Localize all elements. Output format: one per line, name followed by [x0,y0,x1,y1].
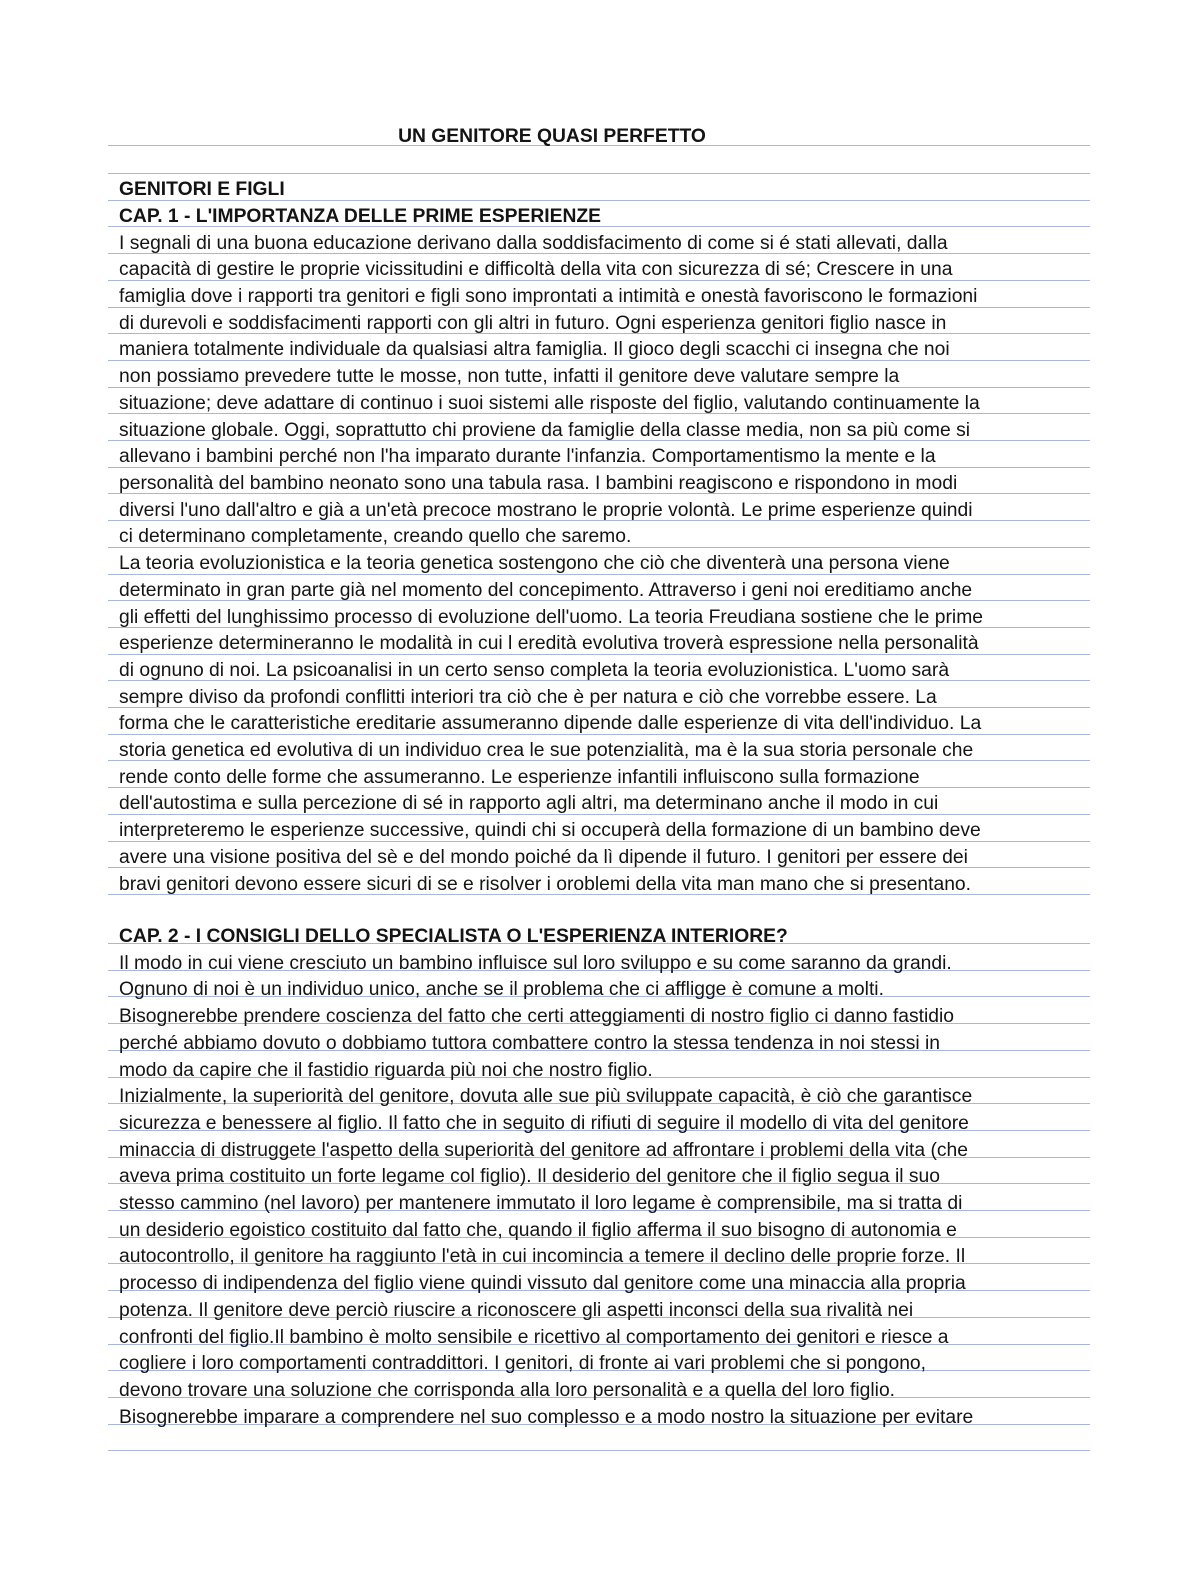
ruled-line [108,173,1090,174]
text-line: storia genetica ed evolutiva di un individuo crea le sue potenzialità, ma è la sua storia personale che [119,740,974,761]
part-heading: GENITORI E FIGLI [119,179,285,200]
text-line: famiglia dove i rapporti tra genitori e figli sono improntati a intimità e onestà favoriscono le formazioni [119,286,978,307]
ruled-line [108,1450,1090,1451]
text-line: situazione globale. Oggi, soprattutto chi proviene da famiglie della classe media, non sa più come si [119,420,971,441]
text-line: esperienze determineranno le modalità in cui l eredità evolutiva troverà espressione nella personalità [119,633,979,654]
text-line: cogliere i loro comportamenti contraddittori. I genitori, di fronte ai vari problemi che si pongono, [119,1353,927,1374]
text-line: diversi l'uno dall'altro e già a un'età precoce mostrano le proprie volontà. Le prime esperienze quindi [119,500,973,521]
text-line: forma che le caratteristiche ereditarie assumeranno dipende dalle esperienze di vita dell'individuo. La [119,713,982,734]
text-line: La teoria evoluzionistica e la teoria genetica sostengono che ciò che diventerà una persona viene [119,553,950,574]
text-line: Il modo in cui viene cresciuto un bambino influisce sul loro sviluppo e su come saranno da grandi. [119,953,952,974]
text-line: avere una visione positiva del sè e del mondo poiché da lì dipende il futuro. I genitori per essere dei [119,847,968,868]
text-line: perché abbiamo dovuto o dobbiamo tuttora combattere contro la stessa tendenza in noi stessi in [119,1033,941,1054]
text-line: modo da capire che il fastidio riguarda più noi che nostro figlio. [119,1060,653,1081]
text-line: minaccia di distruggete l'aspetto della superiorità del genitore ad affrontare i problemi della vita (che [119,1140,968,1161]
text-line: situazione; deve adattare di continuo i suoi sistemi alle risposte del figlio, valutando continuamente la [119,393,980,414]
text-line: sicurezza e benessere al figlio. Il fatto che in seguito di rifiuti di seguire il modello di vita del genitore [119,1113,969,1134]
text-line: rende conto delle forme che assumeranno. Le esperienze infantili influiscono sulla formazione [119,767,920,788]
text-line: devono trovare una soluzione che corrisponda alla loro personalità e a quella del loro figlio. [119,1380,896,1401]
text-line: di durevoli e soddisfacimenti rapporti con gli altri in futuro. Ogni esperienza genitori figlio nasce in [119,313,947,334]
text-line: capacità di gestire le proprie vicissitudini e difficoltà della vita con sicurezza di sé; Crescere in una [119,259,953,280]
text-line: Inizialmente, la superiorità del genitore, dovuta alle sue più sviluppate capacità, è ciò che garantisce [119,1086,973,1107]
text-line: autocontrollo, il genitore ha raggiunto l'età in cui incomincia a temere il declino delle proprie forze. Il [119,1246,966,1267]
text-line: Ognuno di noi è un individuo unico, anche se il problema che ci affligge è comune a molti. [119,979,884,1000]
text-line: sempre diviso da profondi conflitti interiori tra ciò che è per natura e ciò che vorrebbe essere. La [119,687,937,708]
text-line: confronti del figlio.Il bambino è molto sensibile e ricettivo al comportamento dei genitori e riesce a [119,1327,949,1348]
text-line: gli effetti del lunghissimo processo di evoluzione dell'uomo. La teoria Freudiana sostiene che le prime [119,607,983,628]
text-line: dell'autostima e sulla percezione di sé in rapporto agli altri, ma determinano anche il modo in cui [119,793,939,814]
text-line: di ognuno di noi. La psicoanalisi in un certo senso completa la teoria evoluzionistica. L'uomo sarà [119,660,950,681]
text-line: maniera totalmente individuale da qualsiasi altra famiglia. Il gioco degli scacchi ci insegna che noi [119,339,950,360]
text-line: personalità del bambino neonato sono una tabula rasa. I bambini reagiscono e rispondono in modi [119,473,958,494]
text-line: ci determinano completamente, creando quello che saremo. [119,526,632,547]
text-line: determinato in gran parte già nel momento del concepimento. Attraverso i geni noi ereditiamo anche [119,580,973,601]
text-line: aveva prima costituito un forte legame col figlio). Il desiderio del genitore che il figlio segua il suo [119,1166,940,1187]
text-line: un desiderio egoistico costituito dal fatto che, quando il figlio afferma il suo bisogno di autonomia e [119,1220,957,1241]
text-line: stesso cammino (nel lavoro) per mantenere immutato il loro legame è comprensibile, ma si tratta di [119,1193,963,1214]
chapter-heading: CAP. 2 - I CONSIGLI DELLO SPECIALISTA O L'ESPERIENZA INTERIORE? [119,926,788,947]
text-line: potenza. Il genitore deve perciò riuscire a riconoscere gli aspetti inconsci della sua rivalità nei [119,1300,914,1321]
text-line: bravi genitori devono essere sicuri di se e risolver i oroblemi della vita man mano che si presentano. [119,874,972,895]
text-line: Bisognerebbe prendere coscienza del fatto che certi atteggiamenti di nostro figlio ci danno fastidio [119,1006,954,1027]
text-line: interpreteremo le esperienze successive, quindi chi si occuperà della formazione di un bambino deve [119,820,981,841]
text-line: I segnali di una buona educazione derivano dalla soddisfacimento di come si é stati allevati, dalla [119,233,948,254]
text-line: non possiamo prevedere tutte le mosse, non tutte, infatti il genitore deve valutare sempre la [119,366,900,387]
text-line: Bisognerebbe imparare a comprendere nel suo complesso e a modo nostro la situazione per evitare [119,1407,974,1428]
text-line: allevano i bambini perché non l'ha imparato durante l'infanzia. Comportamentismo la mente e la [119,446,936,467]
chapter-heading: CAP. 1 - L'IMPORTANZA DELLE PRIME ESPERIENZE [119,206,602,227]
document-title: UN GENITORE QUASI PERFETTO [398,126,706,147]
text-line: processo di indipendenza del figlio viene quindi vissuto dal genitore come una minaccia alla propria [119,1273,966,1294]
